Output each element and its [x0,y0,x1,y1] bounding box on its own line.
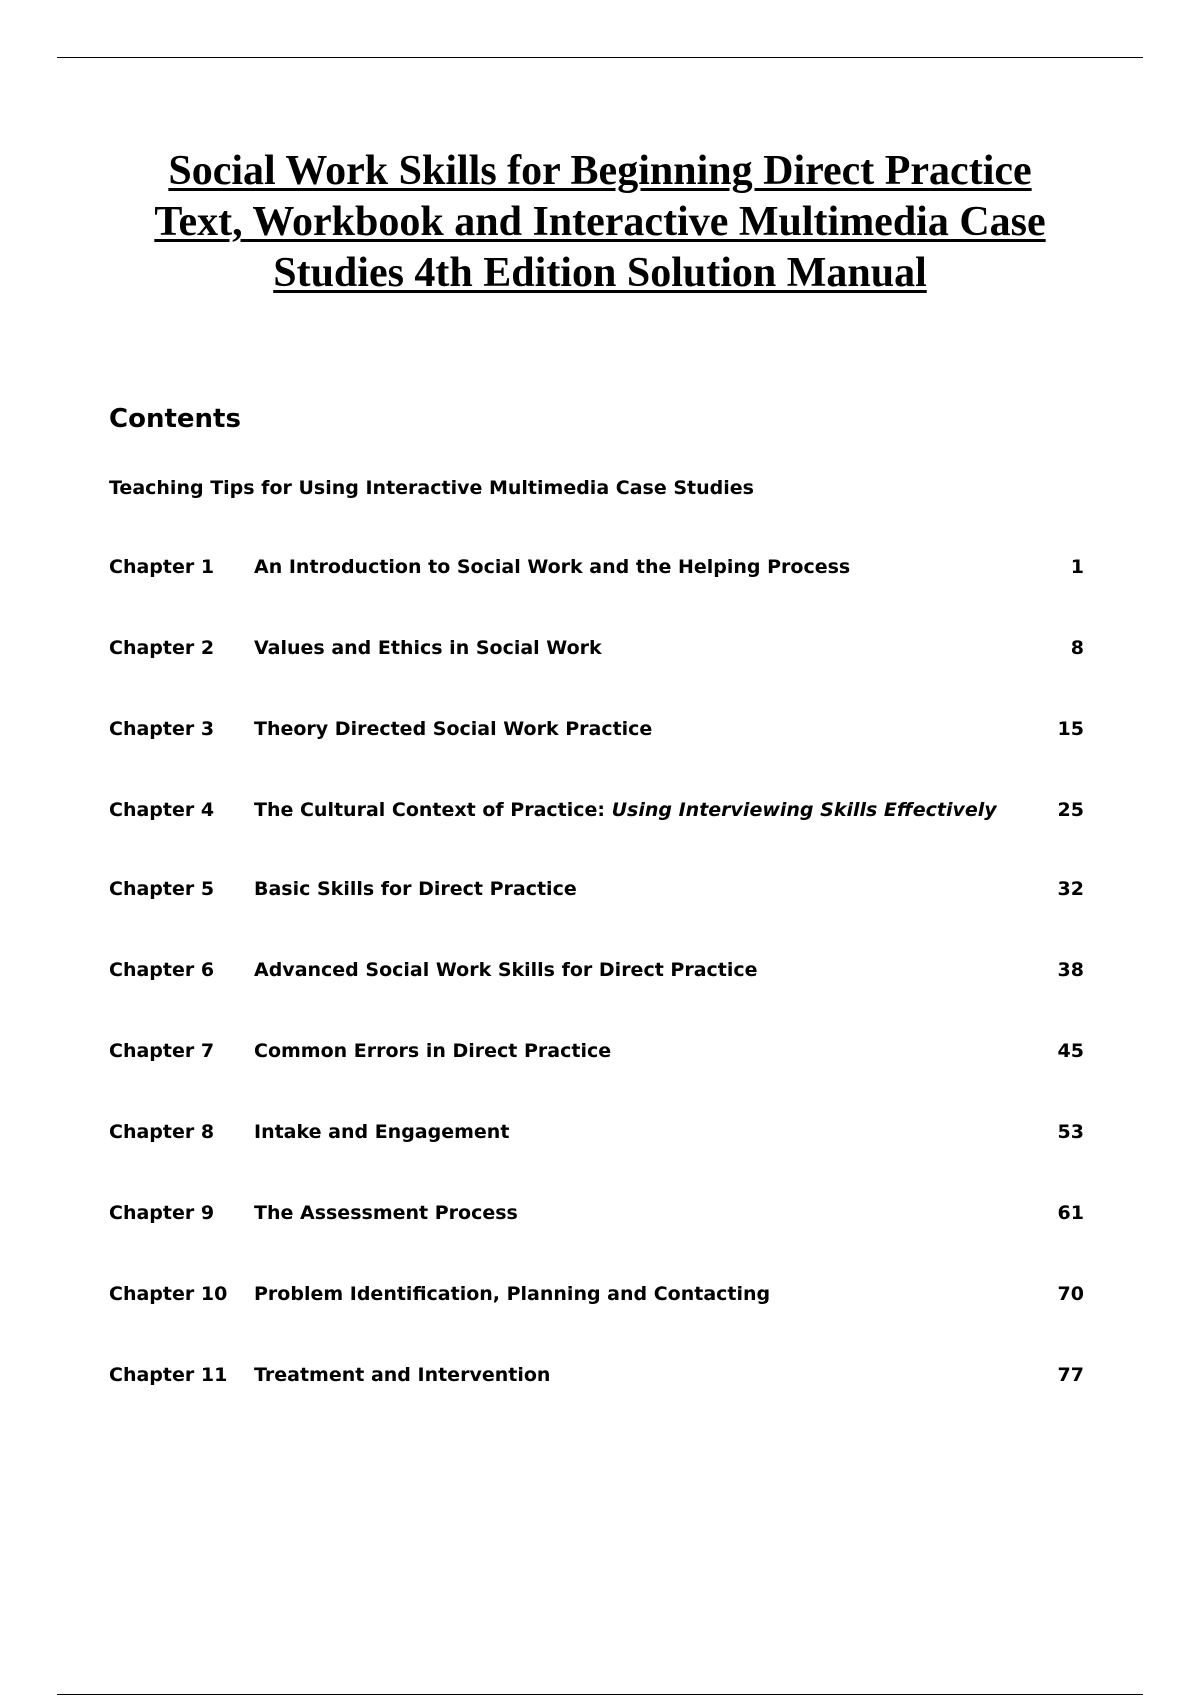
chapter-page-number: 61 [1057,1202,1084,1224]
chapter-page-number: 53 [1057,1121,1084,1143]
chapter-label: Chapter 1 [109,556,215,578]
chapter-label: Chapter 5 [109,878,215,900]
toc-row-chapter-10 [109,1280,1084,1308]
chapter-title: An Introduction to Social Work and the Helping Process [254,556,851,578]
chapter-label: Chapter 6 [109,959,215,981]
document-title-line-2: Text, Workbook and Interactive Multimedia Case [154,199,1046,245]
chapter-page-number: 70 [1057,1283,1084,1305]
chapter-title-main: The Cultural Context of Practice: [254,799,612,821]
chapter-page-number: 15 [1057,718,1084,740]
chapter-page-number: 38 [1057,959,1084,981]
chapter-label: Chapter 7 [109,1040,215,1062]
toc-row-chapter-5 [109,875,1084,903]
toc-teaching-tips: Teaching Tips for Using Interactive Multimedia Case Studies [109,477,754,499]
toc-row-chapter-7 [109,1037,1084,1065]
chapter-label: Chapter 9 [109,1202,215,1224]
chapter-page-number: 45 [1057,1040,1084,1062]
chapter-title: The Assessment Process [254,1202,518,1224]
toc-row-chapter-1 [109,553,1084,581]
toc-row-chapter-9 [109,1199,1084,1227]
document-title [100,146,1100,299]
chapter-label: Chapter 3 [109,718,215,740]
chapter-label: Chapter 4 [109,799,215,821]
toc-row-chapter-11 [109,1361,1084,1389]
chapter-label: Chapter 11 [109,1364,228,1386]
chapter-title: Intake and Engagement [254,1121,510,1143]
chapter-label: Chapter 10 [109,1283,228,1305]
contents-heading: Contents [109,404,241,434]
toc-row-chapter-2 [109,634,1084,662]
chapter-title: Theory Directed Social Work Practice [254,718,653,740]
toc-row-chapter-8 [109,1118,1084,1146]
toc-row-chapter-3 [109,715,1084,743]
top-rule [57,57,1143,58]
bottom-rule [57,1694,1143,1695]
chapter-title: Common Errors in Direct Practice [254,1040,612,1062]
table-of-contents [109,553,1084,1442]
chapter-title-italic: Using Interviewing Skills Effectively [611,799,997,821]
chapter-page-number: 1 [1070,556,1084,578]
chapter-title: Treatment and Intervention [254,1364,551,1386]
toc-row-chapter-6 [109,956,1084,984]
chapter-title [254,796,1024,824]
chapter-label: Chapter 2 [109,637,215,659]
chapter-page-number: 25 [1057,799,1084,821]
chapter-title: Advanced Social Work Skills for Direct Practice [254,959,758,981]
chapter-title: Values and Ethics in Social Work [254,637,602,659]
toc-row-chapter-4 [109,796,1084,824]
chapter-page-number: 77 [1057,1364,1084,1386]
document-title-line-1: Social Work Skills for Beginning Direct Practice [168,148,1032,194]
chapter-label: Chapter 8 [109,1121,215,1143]
chapter-title: Problem Identification, Planning and Contacting [254,1283,771,1305]
chapter-page-number: 8 [1070,637,1084,659]
chapter-page-number: 32 [1057,878,1084,900]
document-title-line-3: Studies 4th Edition Solution Manual [273,250,927,296]
chapter-title: Basic Skills for Direct Practice [254,878,577,900]
